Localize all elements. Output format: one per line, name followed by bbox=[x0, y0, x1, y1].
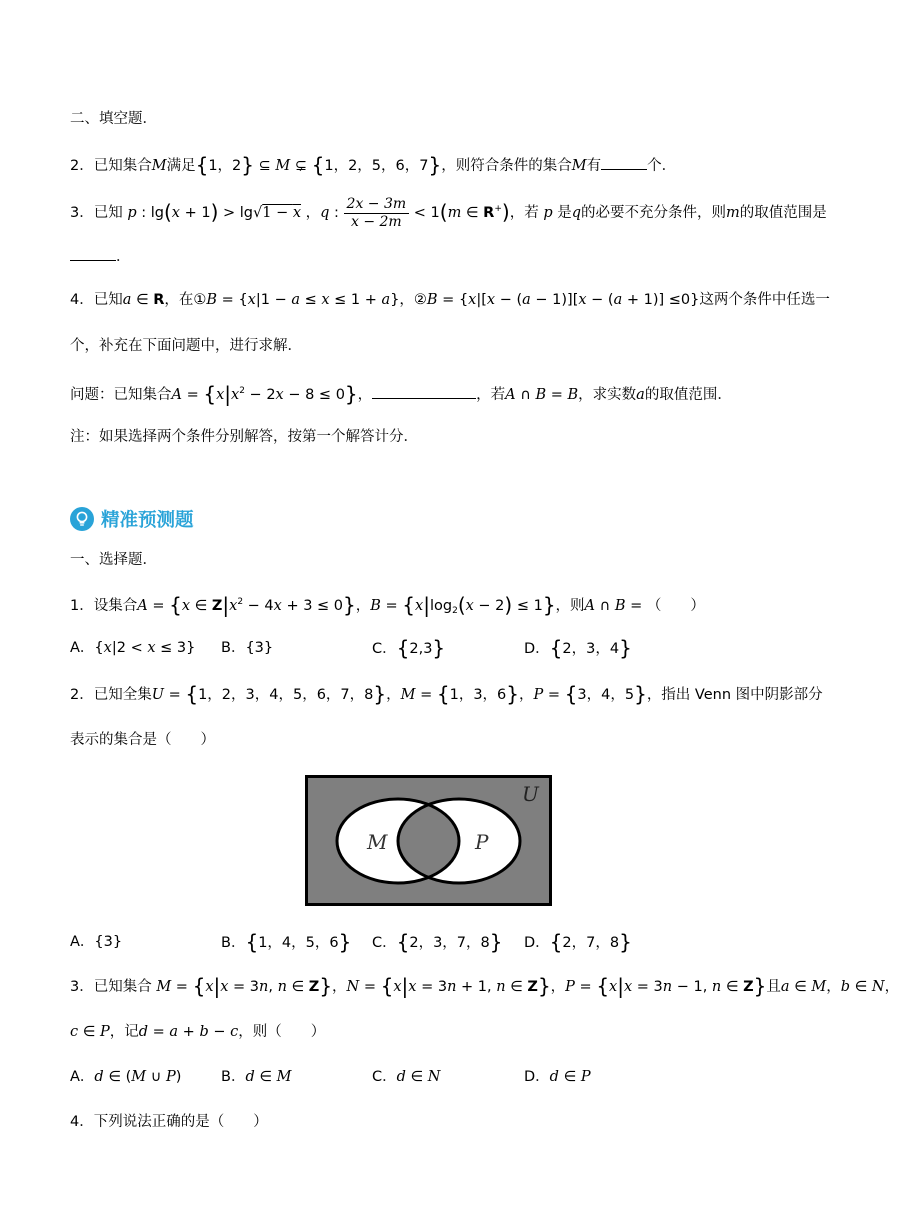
predict-q3-stem-cont: c ∈ P，记d = a + b − c，则（ ） bbox=[70, 1024, 326, 1040]
predict-q2-stem: 2．已知全集U = {1，2，3，4，5，6，7，8}，M = {1，3，6}，P = {3，4，5}，指出 Venn 图中阴影部分 bbox=[70, 682, 823, 706]
predict-section-heading: 一、选择题． bbox=[70, 552, 157, 568]
predict-q2-stem-cont: 表示的集合是（ ） bbox=[70, 732, 215, 748]
fill-q3: 3．已知 p : lg(x + 1) > lg√1 − x ，q : $\frac{2x - 3m}{x - 2m}$ < 1(m ∈ R+)，若 p 是q的必要不充分条件，则m的取值范围是 bbox=[70, 195, 827, 230]
fill-q4-line1: 4．已知a ∈ R，在①B = {x|1 − a ≤ x ≤ 1 + a}，②B = {x|[x − (a − 1)][x − (a + 1)] ≤0}这两个条件中任选一 bbox=[70, 292, 830, 308]
fill-q4-line2: 个，补充在下面问题中，进行求解． bbox=[70, 338, 302, 354]
predict-q2-option-a[interactable]: A．{3} bbox=[70, 934, 123, 950]
predict-q2-option-d[interactable]: D．{2，7，8} bbox=[524, 930, 632, 954]
predict-q3-option-c[interactable]: C．d ∈ N bbox=[372, 1069, 441, 1085]
venn-label-p: P bbox=[475, 830, 489, 854]
predict-section-header bbox=[70, 506, 194, 532]
fill-q2: 2．已知集合M满足{1，2} ⊆ M ⊊ {1，2，5，6，7}，则符合条件的集合M有 个． bbox=[70, 153, 677, 177]
predict-q3-option-a[interactable]: A．d ∈ (M ∪ P) bbox=[70, 1069, 182, 1085]
predict-q1-stem: 1．设集合A = {x ∈ $Z|x^2 - 4x + 3 \le 0$}，$B = \{x|\log_2(x - 2) \le 1\}$，则A ∩ B = （ ） bbox=[70, 593, 705, 617]
venn-label-m: M bbox=[367, 830, 388, 854]
predict-q4-stem: 4．下列说法正确的是（ ） bbox=[70, 1114, 268, 1130]
predict-q1-option-b[interactable]: B．{3} bbox=[221, 640, 274, 656]
fill-q4-note: 注：如果选择两个条件分别解答，按第一个解答计分． bbox=[70, 429, 418, 445]
predict-q3-option-b[interactable]: B．d ∈ M bbox=[221, 1069, 292, 1085]
predict-q1-option-d[interactable]: D．{2，3，4} bbox=[524, 636, 632, 660]
predict-q2-option-c[interactable]: C．{2，3，7，8} bbox=[372, 930, 503, 954]
predict-q3-option-d[interactable]: D．d ∈ P bbox=[524, 1069, 591, 1085]
predict-q1-option-a[interactable]: A．{x|2 < x ≤ 3} bbox=[70, 640, 196, 656]
predict-q1-option-c[interactable]: C．{2,3} bbox=[372, 636, 446, 660]
venn-diagram bbox=[305, 775, 553, 907]
fill-q3-blank: ． bbox=[70, 246, 131, 267]
predict-q2-option-b[interactable]: B．{1，4，5，6} bbox=[221, 930, 352, 954]
fill-q4-line3: 问题：已知集合$A = \{x|x^2 - 2x - 8 \le 0\}$， ，若A ∩ B = B，求实数a的取值范围． bbox=[70, 382, 732, 406]
predict-section-title: 精准预测题 bbox=[101, 510, 194, 531]
venn-label-u: U bbox=[522, 782, 539, 806]
fill-section-heading: 二、填空题． bbox=[70, 111, 157, 127]
lightbulb-icon bbox=[70, 507, 94, 531]
predict-q3-stem: 3．已知集合 M = {x|x = 3n, n ∈ Z}，N = {x|x = 3n + 1, n ∈ Z}，P = {x|x = 3n − 1, n ∈ Z}且a ∈ M，b ∈ N， bbox=[70, 974, 899, 998]
